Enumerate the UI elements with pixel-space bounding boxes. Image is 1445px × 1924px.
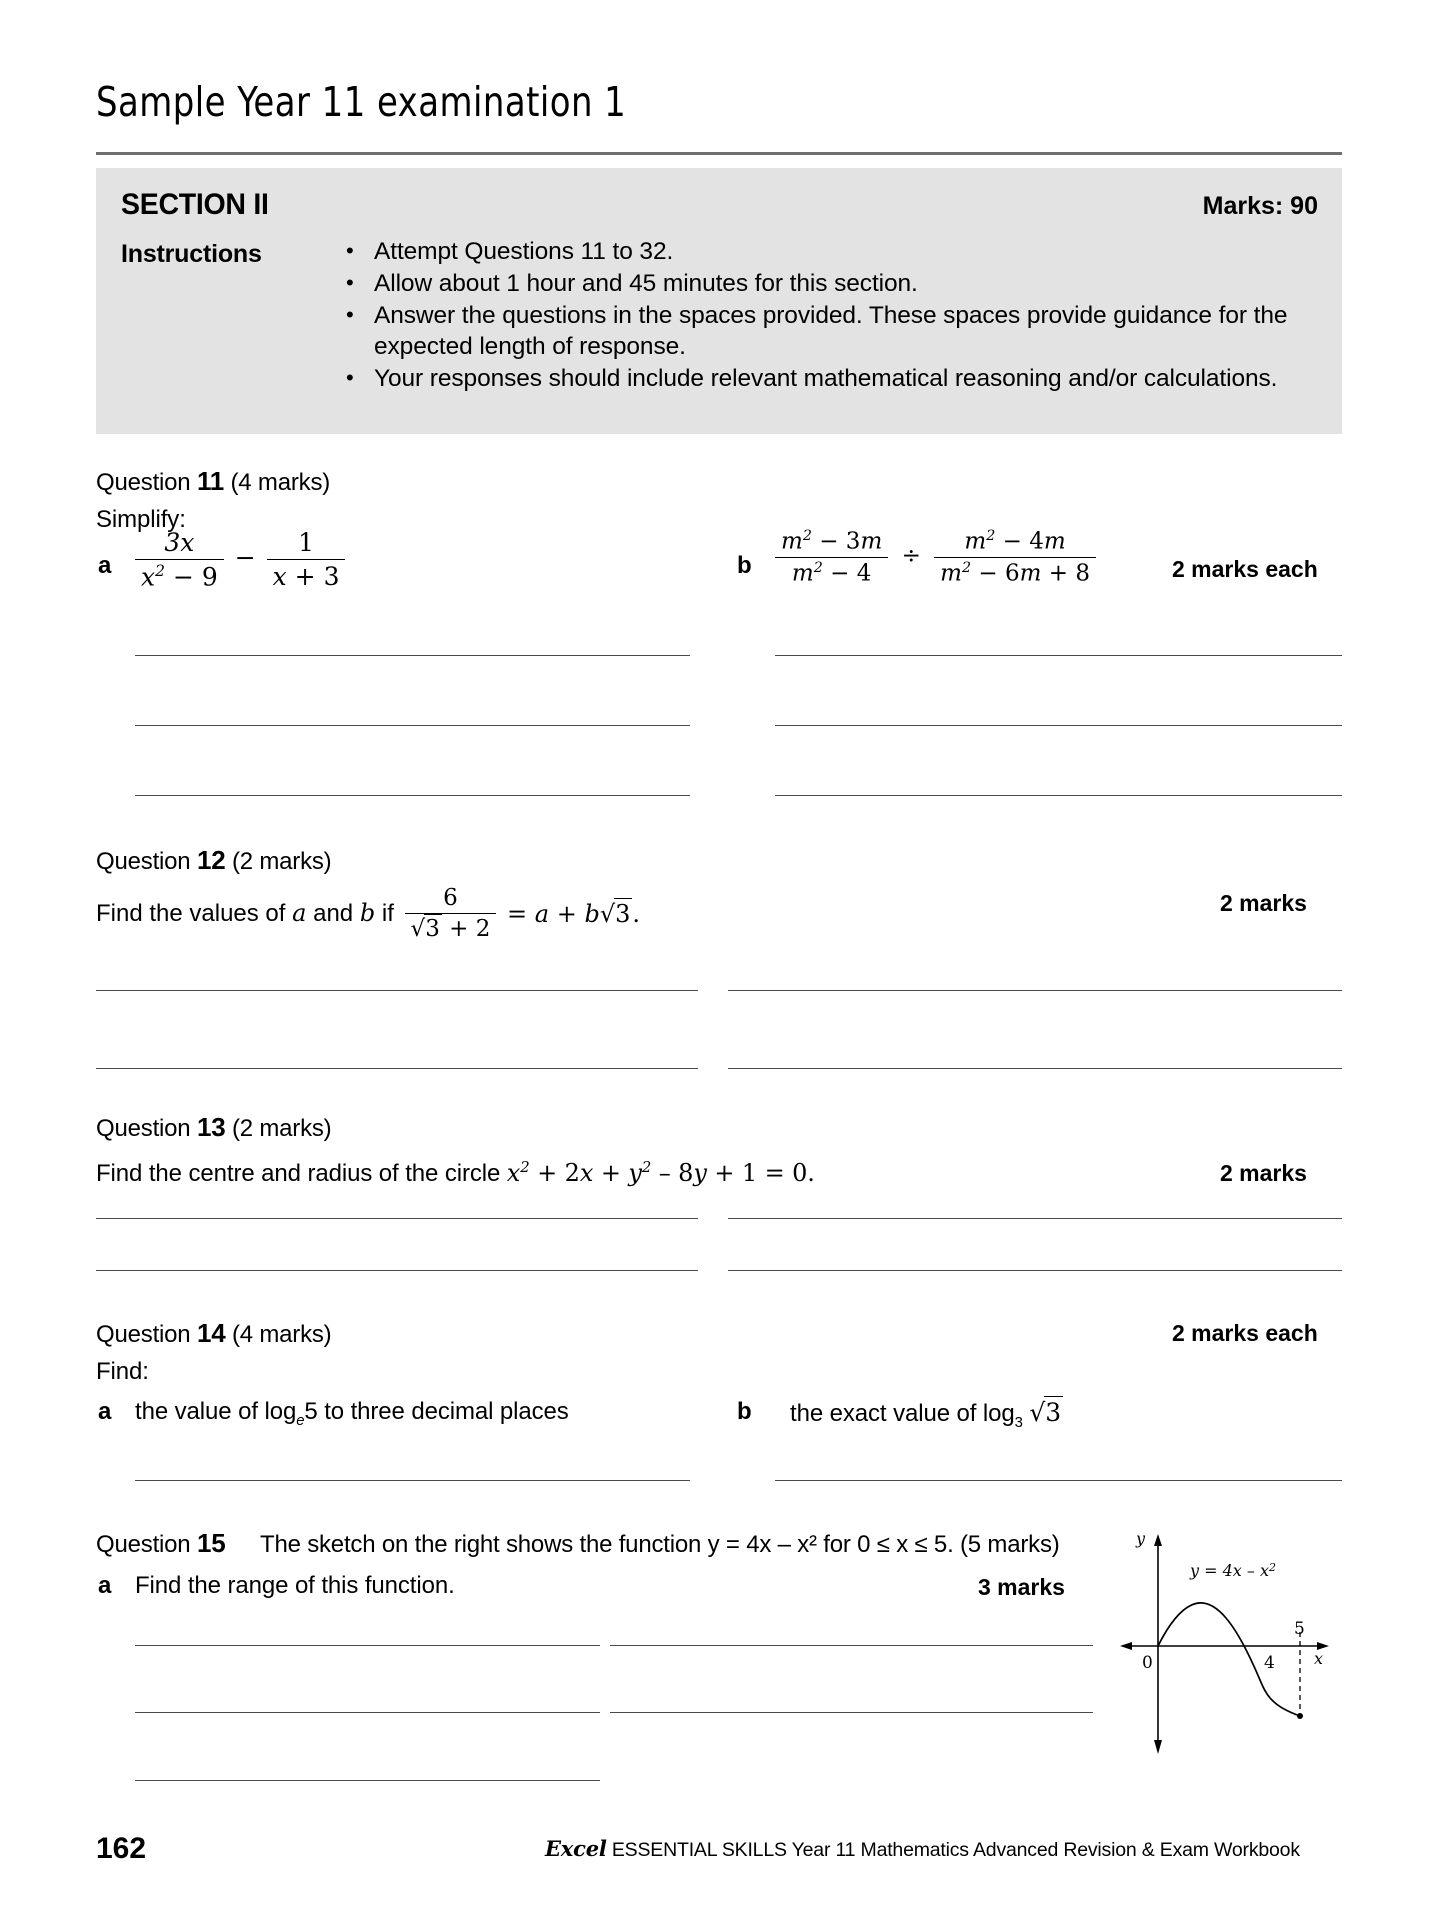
question-13-heading — [96, 1112, 331, 1143]
parabola-curve — [1158, 1603, 1300, 1716]
question-number: 13 — [196, 1112, 226, 1142]
instruction-text: Your responses should include relevant mathematical reasoning and/or calculations. — [374, 365, 1278, 392]
answer-line[interactable] — [96, 1218, 698, 1219]
y-axis-arrow-up — [1154, 1534, 1162, 1546]
answer-line[interactable] — [96, 1270, 698, 1271]
fraction — [934, 528, 1096, 586]
footer-text — [545, 1836, 1300, 1862]
fraction-denominator: $m^2 - 4$ — [791, 559, 872, 587]
question-11-part-b-expression — [775, 528, 1096, 586]
question-14-part-b-text — [790, 1398, 1063, 1431]
question-marks: (4 marks) — [231, 1321, 332, 1348]
question-14-heading — [96, 1318, 331, 1349]
question-12-marks-note: 2 marks — [1220, 890, 1307, 916]
bullet-icon: • — [346, 302, 354, 327]
question-label: Question — [96, 848, 191, 875]
fraction-numerator: 3x — [135, 528, 224, 560]
fraction-numerator: 1 — [267, 528, 346, 560]
question-11-part-a-expression — [135, 528, 345, 591]
fraction — [135, 528, 224, 591]
fraction-denominator: x + 3 — [272, 562, 340, 592]
question-15-part-a-letter: a — [98, 1572, 112, 1599]
question-15-marks-note: 3 marks — [978, 1574, 1065, 1600]
question-11-heading — [96, 466, 330, 497]
answer-line[interactable] — [135, 655, 690, 656]
page-title: Sample Year 11 examination 1 — [96, 78, 627, 126]
log-text-tail: 5 to three decimal places — [304, 1398, 569, 1425]
question-11-prompt: Simplify: — [96, 506, 186, 533]
question-marks: (2 marks) — [231, 1115, 332, 1142]
list-item — [334, 268, 1324, 299]
tick-label-5: 5 — [1294, 1619, 1305, 1639]
question-label: Question — [96, 469, 191, 496]
page-number: 162 — [96, 1832, 147, 1865]
answer-line[interactable] — [775, 655, 1342, 656]
answer-line[interactable] — [728, 1218, 1342, 1219]
instruction-text: Answer the questions in the spaces provided. These spaces provide guidance for the expected length of response. — [374, 302, 1288, 360]
instruction-text: Allow about 1 hour and 45 minutes for this section. — [374, 270, 918, 297]
instructions-box — [96, 168, 1342, 434]
question-12-text-after: = a + b√3. — [507, 899, 641, 928]
bullet-icon: • — [346, 270, 354, 295]
bullet-icon: • — [346, 365, 354, 390]
answer-line[interactable] — [728, 1068, 1342, 1069]
section-heading: SECTION II — [121, 188, 269, 221]
bullet-icon: • — [346, 238, 354, 263]
question-label: Question — [96, 1115, 191, 1142]
log-base: 3 — [1014, 1414, 1023, 1431]
question-11-marks-note: 2 marks each — [1172, 556, 1318, 582]
fraction — [405, 885, 497, 942]
fraction-numerator: $m^2 - 3m$ — [775, 528, 888, 558]
answer-line[interactable] — [135, 725, 690, 726]
question-13-text: Find the centre and radius of the circle $x^2 + 2x + y^2 - 8y + 1 = 0$. — [96, 1158, 815, 1187]
y-axis-label: y — [1136, 1529, 1146, 1548]
answer-line[interactable] — [728, 1270, 1342, 1271]
fraction — [775, 528, 888, 586]
instructions-list — [334, 236, 1324, 395]
answer-line[interactable] — [135, 1480, 690, 1481]
fraction-numerator: 6 — [405, 885, 497, 914]
section-marks-total: Marks: 90 — [1202, 192, 1318, 220]
question-label: Question — [96, 1321, 191, 1348]
instruction-text: Attempt Questions 11 to 32. — [374, 238, 674, 265]
function-sketch-graph — [1118, 1528, 1333, 1758]
sqrt-icon: √3 — [599, 899, 631, 928]
question-14-part-b-letter: b — [737, 1398, 752, 1425]
fraction-denominator: $x^2 - 9$ — [141, 562, 218, 592]
answer-line[interactable] — [135, 1780, 600, 1781]
question-marks: (2 marks) — [231, 848, 332, 875]
question-15-heading — [96, 1528, 1060, 1559]
brand-name: Excel — [545, 1836, 607, 1861]
answer-line[interactable] — [728, 990, 1342, 991]
question-12-text-before: Find the values of a and b if — [96, 899, 394, 927]
answer-line[interactable] — [775, 795, 1342, 796]
question-12-statement — [96, 885, 640, 942]
x-axis-arrow-left — [1120, 1642, 1132, 1650]
answer-line[interactable] — [135, 1645, 600, 1646]
question-number: 14 — [196, 1318, 226, 1348]
question-marks: (4 marks) — [230, 469, 331, 496]
instructions-label: Instructions — [121, 240, 262, 268]
curve-endpoint-dot — [1297, 1713, 1303, 1719]
minus-operator: − — [234, 543, 256, 573]
sqrt-icon: √3 — [410, 916, 440, 942]
log-text: the exact value of log — [790, 1400, 1015, 1427]
fraction-denominator: √3 + 2 — [410, 916, 491, 942]
curve-label: $y = 4x - x^2$ — [1190, 1561, 1277, 1580]
question-14-part-a-letter: a — [98, 1398, 112, 1425]
question-11-part-b-letter: b — [737, 552, 752, 579]
title-divider — [96, 152, 1342, 155]
question-15-part-a-text: Find the range of this function. — [135, 1572, 455, 1599]
question-14-marks-note: 2 marks each — [1172, 1320, 1318, 1346]
tick-label-4: 4 — [1264, 1653, 1275, 1673]
sketch-svg — [1118, 1528, 1333, 1758]
question-number: 12 — [196, 845, 226, 875]
question-15-text: The sketch on the right shows the function y = 4x – x² for 0 ≤ x ≤ 5. (5 marks) — [259, 1531, 1060, 1558]
question-number: 11 — [196, 466, 225, 496]
x-axis-label: x — [1314, 1649, 1324, 1668]
list-item — [334, 236, 1324, 267]
origin-label: 0 — [1142, 1653, 1153, 1673]
log-text: the value of log — [135, 1398, 297, 1425]
log-base: e — [296, 1412, 305, 1429]
question-13-marks-note: 2 marks — [1220, 1160, 1307, 1186]
divide-operator: ÷ — [901, 543, 921, 570]
list-item — [334, 300, 1324, 362]
question-14-part-a-text — [135, 1398, 569, 1429]
fraction-denominator: $m^2 - 6m + 8$ — [940, 559, 1090, 587]
answer-line[interactable] — [610, 1712, 1093, 1713]
answer-line[interactable] — [775, 1480, 1342, 1481]
answer-line[interactable] — [135, 1712, 600, 1713]
fraction-numerator: $m^2 - 4m$ — [934, 528, 1096, 558]
question-14-prompt: Find: — [96, 1358, 149, 1385]
question-label: Question — [96, 1531, 191, 1558]
answer-line[interactable] — [96, 1068, 698, 1069]
y-axis-arrow-down — [1154, 1740, 1162, 1754]
question-number: 15 — [196, 1528, 226, 1558]
sqrt-icon: √3 — [1029, 1398, 1062, 1427]
answer-line[interactable] — [775, 725, 1342, 726]
answer-line[interactable] — [135, 795, 690, 796]
list-item — [334, 363, 1324, 394]
question-11-part-a-letter: a — [98, 552, 112, 579]
answer-line[interactable] — [610, 1645, 1093, 1646]
fraction — [267, 528, 346, 591]
footer-description: ESSENTIAL SKILLS Year 11 Mathematics Advanced Revision & Exam Workbook — [606, 1839, 1300, 1861]
question-12-heading — [96, 845, 331, 876]
answer-line[interactable] — [96, 990, 698, 991]
